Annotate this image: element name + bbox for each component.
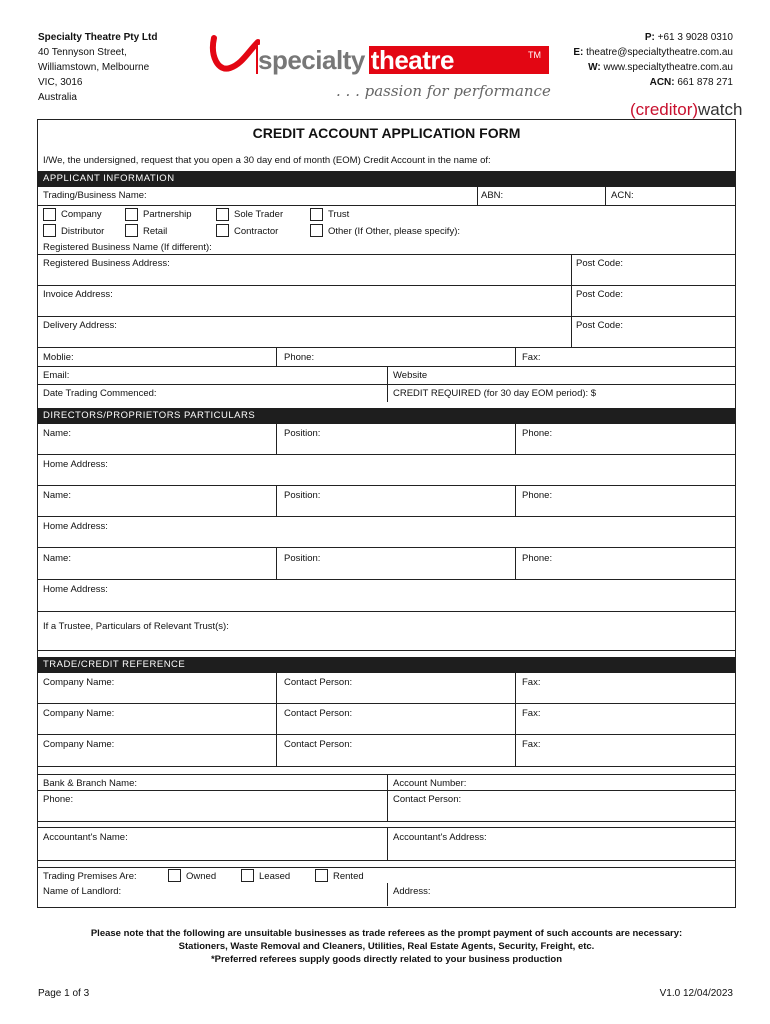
address-line: Australia [38,92,77,103]
director-home-address-field[interactable]: Home Address: [43,521,108,532]
fax-field[interactable]: Fax: [522,352,541,363]
trading-name-field[interactable]: Trading/Business Name: [43,190,147,201]
address-line: 40 Tennyson Street, [38,47,127,58]
abn-field[interactable]: ABN: [481,190,504,201]
section-header-applicant: APPLICANT INFORMATION [37,171,736,187]
bank-contact-person-field[interactable]: Contact Person: [393,794,462,805]
referee-company-name-field[interactable]: Company Name: [43,739,115,750]
delivery-address-field[interactable]: Delivery Address: [43,320,117,331]
form-title: CREDIT ACCOUNT APPLICATION FORM [252,125,521,141]
company-checkbox[interactable] [43,208,56,221]
director-phone-field[interactable]: Phone: [522,428,553,439]
director-name-field[interactable]: Name: [43,490,71,501]
contact-email: theatre@specialtytheatre.com.au [586,47,733,58]
company-name: Specialty Theatre Pty Ltd [38,32,158,43]
distributor-label: Distributor [61,226,105,237]
director-home-address-field[interactable]: Home Address: [43,584,108,595]
company-address [38,30,157,105]
account-number-field[interactable]: Account Number: [393,778,467,789]
director-name-field[interactable]: Name: [43,428,71,439]
address-line: VIC, 3016 [38,77,83,88]
referee-company-name-field[interactable]: Company Name: [43,708,115,719]
trust-label: Trust [328,209,350,220]
bank-phone-field[interactable]: Phone: [43,794,74,805]
invoice-address-field[interactable]: Invoice Address: [43,289,113,300]
retail-label: Retail [143,226,168,237]
premises-label: Trading Premises Are: [43,871,137,882]
version-date: V1.0 12/04/2023 [659,988,733,999]
other-checkbox[interactable] [310,224,323,237]
company-label: Company [61,209,102,220]
date-commenced-field[interactable]: Date Trading Commenced: [43,388,157,399]
section-header-directors: DIRECTORS/PROPRIETORS PARTICULARS [37,408,736,424]
contact-website: www.specialtytheatre.com.au [603,62,733,73]
director-name-field[interactable]: Name: [43,553,71,564]
registered-name-field[interactable]: Registered Business Name (If different): [43,242,212,253]
acn-field[interactable]: ACN: [611,190,634,201]
referee-fax-field[interactable]: Fax: [522,708,541,719]
referee-contact-person-field[interactable]: Contact Person: [284,677,353,688]
referee-contact-person-field[interactable]: Contact Person: [284,708,353,719]
creditorwatch-logo: (creditor)watch [630,100,743,119]
email-field[interactable]: Email: [43,370,70,381]
address-line: Williamstown, Melbourne [38,62,150,73]
owned-checkbox[interactable] [168,869,181,882]
note-line-3: *Preferred referees supply goods directly related to your business production [210,954,563,965]
distributor-checkbox[interactable] [43,224,56,237]
logo-swoosh-icon [208,34,260,74]
section-header-trade: TRADE/CREDIT REFERENCE [37,657,736,673]
registered-address-field[interactable]: Registered Business Address: [43,258,170,269]
mobile-field[interactable]: Moblie: [43,352,74,363]
form-intro: I/We, the undersigned, request that you open a 30 day end of month (EOM) Credit Account in the name of: [43,155,491,166]
logo-tagline: . . . passion for performance [336,82,551,100]
partnership-checkbox[interactable] [125,208,138,221]
owned-label: Owned [186,871,217,882]
director-position-field[interactable]: Position: [284,490,321,501]
rented-label: Rented [333,871,364,882]
trustee-particulars-field[interactable]: If a Trustee, Particulars of Relevant Trust(s): [43,621,229,632]
rented-checkbox[interactable] [315,869,328,882]
referee-fax-field[interactable]: Fax: [522,677,541,688]
contractor-label: Contractor [234,226,279,237]
director-position-field[interactable]: Position: [284,553,321,564]
website-field[interactable]: Website [393,370,428,381]
delivery-post-code-field[interactable]: Post Code: [576,320,623,331]
contractor-checkbox[interactable] [216,224,229,237]
contact-details: P: +61 3 9028 0310 E: theatre@specialtytheatre.com.au W: www.specialtytheatre.com.au ACN: 661 878 271 [573,32,733,88]
bank-branch-field[interactable]: Bank & Branch Name: [43,778,137,789]
sole-trader-checkbox[interactable] [216,208,229,221]
referee-company-name-field[interactable]: Company Name: [43,677,115,688]
landlord-name-field[interactable]: Name of Landlord: [43,886,122,897]
credit-required-field[interactable]: CREDIT REQUIRED (for 30 day EOM period): $ [393,388,597,399]
director-home-address-field[interactable]: Home Address: [43,459,108,470]
retail-checkbox[interactable] [125,224,138,237]
landlord-address-field[interactable]: Address: [393,886,431,897]
contact-acn: 661 878 271 [677,77,733,88]
director-phone-field[interactable]: Phone: [522,553,553,564]
leased-checkbox[interactable] [241,869,254,882]
registered-post-code-field[interactable]: Post Code: [576,258,623,269]
referee-fax-field[interactable]: Fax: [522,739,541,750]
director-phone-field[interactable]: Phone: [522,490,553,501]
invoice-post-code-field[interactable]: Post Code: [576,289,623,300]
accountant-address-field[interactable]: Accountant's Address: [393,832,487,843]
logo-trademark: TM [528,50,541,60]
contact-phone: +61 3 9028 0310 [657,32,733,43]
note-line-2: Stationers, Waste Removal and Cleaners, Utilities, Real Estate Agents, Security, Freight, etc. [178,941,595,952]
other-label: Other (If Other, please specify): [328,226,460,237]
phone-field[interactable]: Phone: [284,352,315,363]
note-line-1: Please note that the following are unsuitable businesses as trade referees as the prompt payment of such accounts are necessary: [90,928,683,939]
director-position-field[interactable]: Position: [284,428,321,439]
company-logo: specialty theatre [258,45,454,75]
accountant-name-field[interactable]: Accountant's Name: [43,832,128,843]
sole-trader-label: Sole Trader [234,209,284,220]
trust-checkbox[interactable] [310,208,323,221]
partnership-label: Partnership [143,209,192,220]
referee-contact-person-field[interactable]: Contact Person: [284,739,353,750]
page-number: Page 1 of 3 [38,988,90,999]
leased-label: Leased [259,871,291,882]
